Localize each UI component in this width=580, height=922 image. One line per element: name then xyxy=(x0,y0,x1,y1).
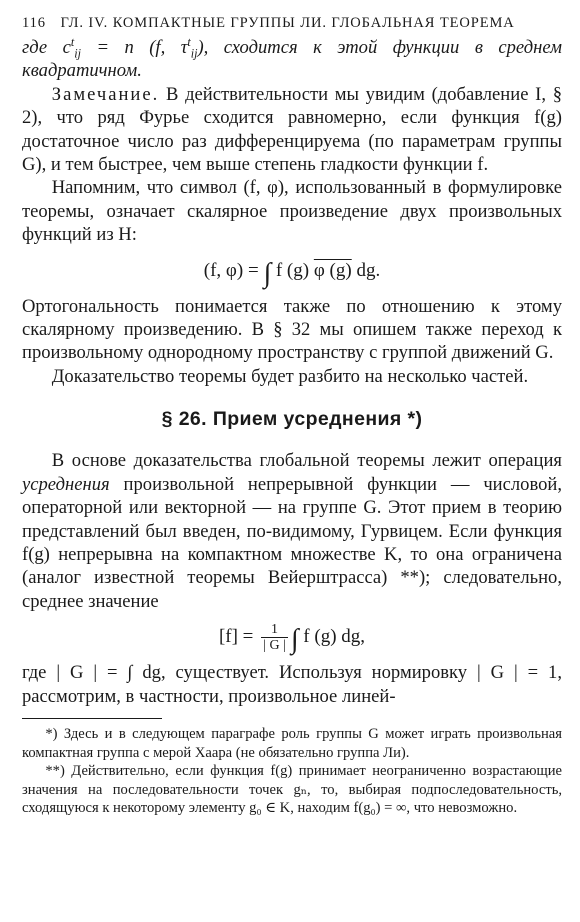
coef-eq: = n (f, τ xyxy=(80,37,188,58)
page-number: 116 xyxy=(22,15,46,31)
coef-close: ), xyxy=(197,37,209,58)
formula2-body: f (g) dg, xyxy=(298,626,366,648)
remark-paragraph xyxy=(22,83,562,177)
proof-split-paragraph: Доказательство теоремы будет разбито на несколько частей. xyxy=(51,365,529,387)
fraction-denominator: | G | xyxy=(263,638,286,654)
fraction-numerator: 1 xyxy=(261,622,288,638)
coef-sup: t xyxy=(70,34,75,49)
chapter-title: ГЛ. IV. КОМПАКТНЫЕ ГРУППЫ ЛИ. ГЛОБАЛЬНАЯ ТЕОРЕМА xyxy=(60,15,515,31)
theorem-ending xyxy=(22,36,562,83)
tau-sub: ij xyxy=(190,46,198,61)
page xyxy=(22,10,562,818)
averaging-italic: усреднения xyxy=(22,473,110,495)
where-paragraph: где | G | = ∫ dg, существует. Используя нормировку | G | = 1, рассмотрим, в частности, произвольное линей- xyxy=(22,662,562,707)
section-heading: § 26. Прием усреднения *) xyxy=(161,408,423,431)
theorem-ending-text: сходится к этой функции в среднем квадратичном. xyxy=(22,37,562,82)
formula2-lhs: [f] = xyxy=(218,626,259,648)
coef-sub: ij xyxy=(74,46,81,61)
averaging-text-2: произвольной непрерывной функции — числовой, операторной или векторной — на группе G. Этот прием в теорию представлений был введен, по-видимому, Гурвицем. Если функция f(g) непрерывна на компактном множестве K, то она ограничена (аналог известной теоремы Вейерштрасса) **); следовательно, среднее значение xyxy=(22,473,562,612)
footnote-divider xyxy=(22,718,162,719)
integral-sign-icon: ∫ xyxy=(290,624,299,656)
lead-word: где xyxy=(22,37,48,58)
conjugate-phi: φ (g) xyxy=(313,259,352,281)
orthogonality-paragraph: Ортогональность понимается также по отношению к этому скалярному произведению. В § 32 мы опишем также переход к произвольному однородному пространству с группой движений G. xyxy=(22,295,562,364)
formula1-body: f (g) xyxy=(271,259,314,281)
remark-label: Замечание. xyxy=(51,83,160,105)
remark-text: В действительности мы увидим (добавление I, § 2), что ряд Фурье сходится равномерно, если функция f(g) достаточное число раз дифференцируема (по параметрам группы G), и тем быстрее, чем выше степень гладкости функции f. xyxy=(22,83,562,176)
tau-sup: t xyxy=(187,34,191,49)
footnote-2: **) Действительно, если функция f(g) принимает неограниченно возрастающие значения на последовательности точек gₙ, то, выбирая подпоследовательность, сходящуюся к некоторому элементу g₀ ∈ K, находим f(g₀) = ∞, что невозможно. xyxy=(22,763,562,817)
formula1-dg: dg. xyxy=(351,259,381,281)
fraction xyxy=(261,622,288,653)
coef-var: c xyxy=(62,37,71,58)
mean-value-formula xyxy=(22,613,562,661)
averaging-paragraph xyxy=(22,449,562,613)
averaging-text-1: В основе доказательства глобальной теоремы лежит операция xyxy=(51,450,562,472)
formula1-lhs: (f, φ) = xyxy=(203,259,264,281)
integral-sign-icon: ∫ xyxy=(263,257,272,289)
recall-paragraph: Напомним, что символ (f, φ), использованный в формулировке теоремы, означает скалярное произведение двух произвольных функций из H: xyxy=(22,177,562,246)
running-head xyxy=(22,10,562,36)
footnote-1: *) Здесь и в следующем параграфе роль группы G может играть произвольная компактная группа с мерой Хаара (не обязательно группа Ли). xyxy=(22,725,562,761)
scalar-product-formula xyxy=(22,247,562,295)
